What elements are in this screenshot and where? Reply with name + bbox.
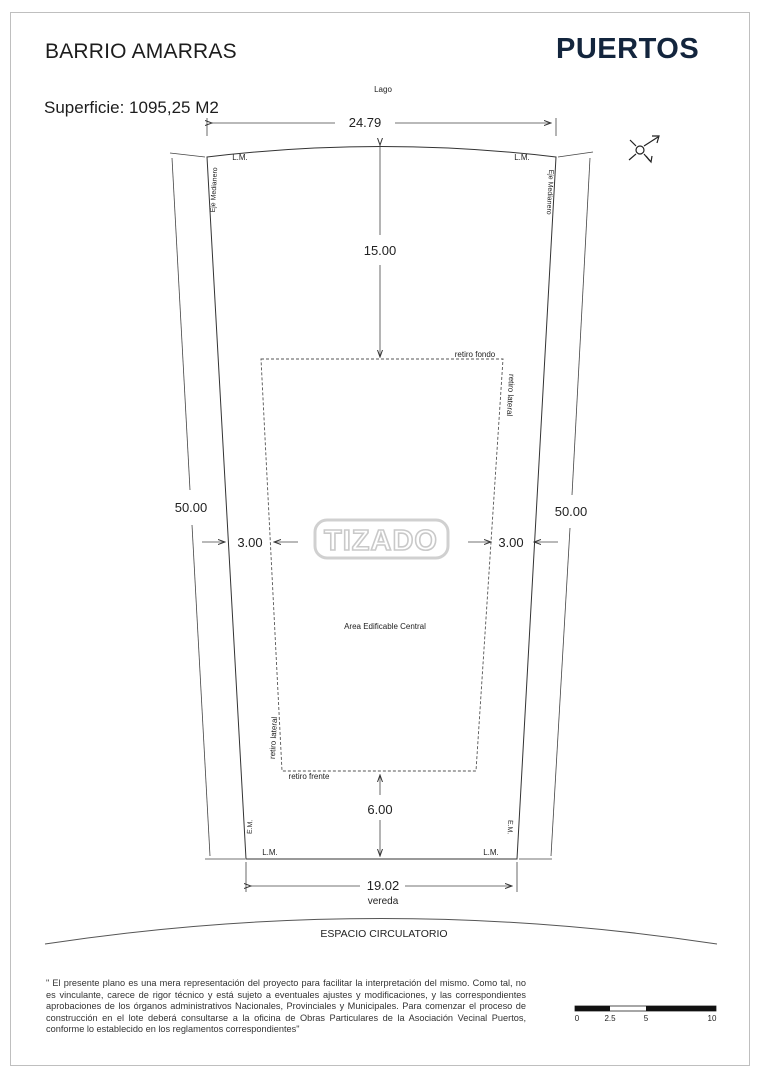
scale-tick-2-5: 2.5 <box>604 1014 616 1023</box>
bottom-width-value: 19.02 <box>366 878 400 893</box>
em-label-right: E.M. <box>505 819 514 835</box>
watermark-logo <box>315 520 448 558</box>
lm-label-bottom-right: L.M. <box>483 848 499 857</box>
right-setback-value: 3.00 <box>498 535 524 550</box>
orientation-icon <box>629 136 659 162</box>
disclaimer-text: " El presente plano es una mera representación del proyecto para facilitar la interpretación del mismo. Como tal, no es vinculante, carece de rigor técnico y está sujeto a eventuales ajustes y modificaciones, y las correspondientes aprobaciones de los órganos administrativos Nacionales, Provinciales y Municipales. Para comenzar el proceso de construcción en el lote deberá consultarse a la oficina de Obras Particulares de la Asociación Vecinal Puertos, conforme lo establecido en los reglamentos correspondientes" <box>46 978 526 1035</box>
page-title: BARRIO AMARRAS <box>45 40 237 63</box>
scale-tick-0: 0 <box>574 1014 580 1023</box>
retiro-lateral-left-label: retiro lateral <box>267 716 280 760</box>
top-width-value: 24.79 <box>348 115 382 130</box>
eje-medianero-right: Eje Medianero <box>544 169 555 215</box>
buildable-area-label: Area Edificable Central <box>344 622 426 631</box>
lm-label-bottom-left: L.M. <box>262 848 278 857</box>
graphic-scale <box>575 1006 716 1011</box>
scale-tick-5: 5 <box>643 1014 649 1023</box>
retiro-frente-label: retiro frente <box>288 772 330 781</box>
top-width-dimension <box>207 118 556 136</box>
lake-label: Lago <box>374 85 392 94</box>
eje-medianero-left: Eje Medianero <box>209 167 220 213</box>
rear-setback-value: 15.00 <box>363 243 397 258</box>
em-label-left: E.M. <box>246 819 255 835</box>
retiro-lateral-right-label: retiro lateral <box>504 373 517 417</box>
lm-label-top-left: L.M. <box>232 153 248 162</box>
buildable-area-outline <box>261 359 503 771</box>
scale-tick-10: 10 <box>707 1014 717 1023</box>
front-setback-value: 6.00 <box>367 802 393 817</box>
surface-area: Superficie: 1095,25 M2 <box>44 98 219 117</box>
vereda-label: vereda <box>367 896 399 907</box>
right-length-value: 50.00 <box>554 504 588 519</box>
lm-label-top-right: L.M. <box>514 153 530 162</box>
retiro-fondo-label: retiro fondo <box>454 350 496 359</box>
left-length-value: 50.00 <box>174 500 208 515</box>
left-setback-value: 3.00 <box>237 535 263 550</box>
brand-logo: PUERTOS <box>556 33 700 65</box>
watermark-text: TIZADO <box>324 525 438 557</box>
espacio-circulatorio-label: ESPACIO CIRCULATORIO <box>320 928 448 940</box>
